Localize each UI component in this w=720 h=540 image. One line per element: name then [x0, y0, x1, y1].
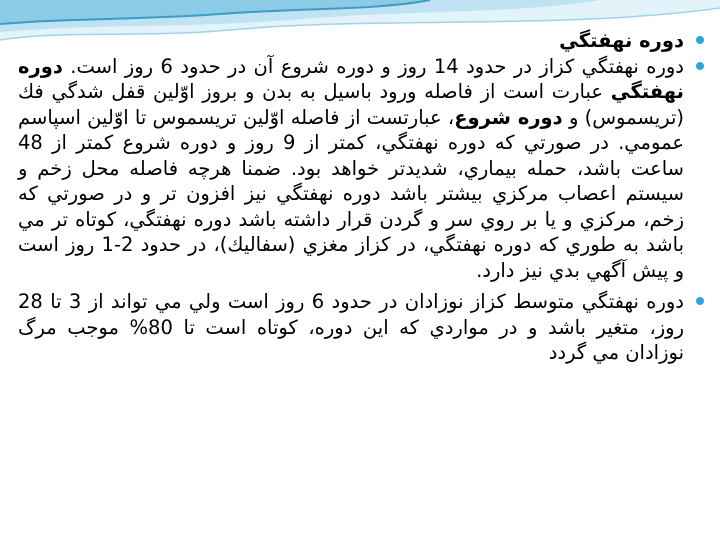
slide-content — [18, 28, 706, 366]
paragraph-1-bold-term-2: دوره شروع — [454, 105, 563, 129]
paragraph-1-segment-1: دوره نهفتگي كزاز در حدود 14 روز و دوره شروع آن در حدود 6 روز است. — [62, 54, 684, 78]
heading-text: دوره نهفتگي — [559, 29, 684, 52]
bullet-heading — [18, 28, 706, 54]
bullet-paragraph-1 — [18, 54, 706, 284]
paragraph-1-segment-2: عبارت است از فاصله ورود باسيل به بدن و بروز اوّلين قفل شدگي فك (تريسموس) و — [18, 80, 684, 129]
bullet-dot-icon — [696, 36, 704, 44]
paragraph-1-text — [18, 54, 684, 284]
paragraph-2-text: دوره نهفتگي متوسط كزاز نوزادان در حدود 6 روز است ولي مي تواند از 3 تا 28 روز، متغير باشد و در مواردي كه اين دوره، كوتاه است تا 80% موجب مرگ نوزادان مي گردد — [18, 290, 684, 364]
bullet-dot-icon — [696, 62, 704, 70]
bullet-dot-icon — [696, 297, 704, 305]
bullet-paragraph-2 — [18, 289, 706, 366]
paragraph-1-bold-term-1: دوره نهفتگي — [18, 54, 684, 103]
paragraph-1-segment-3: ، عبارتست از فاصله اوّلين تريسموس تا اوّلين اسپاسم عمومي. در صورتي كه دوره نهفتگي، كمتر از 9 روز و دوره شروع كمتر از 48 ساعت باشد، حمله بيماري، شديدتر خواهد بود. ضمنا هرچه فاصله محل زخم و سيستم اعصاب مركزي بيشتر باشد دوره نهفتگي نيز افزون تر و در صورتي كه زخم، مركزي و يا بر روي سر و گردن قرار داشته باشد دوره نهفتگي، كوتاه تر مي باشد به طوري كه دوره نهفتگي، در كزاز مغزي (سفاليك)، در حدود 2-1 روز است و پيش آگهي بدي نيز دارد. — [18, 105, 685, 282]
